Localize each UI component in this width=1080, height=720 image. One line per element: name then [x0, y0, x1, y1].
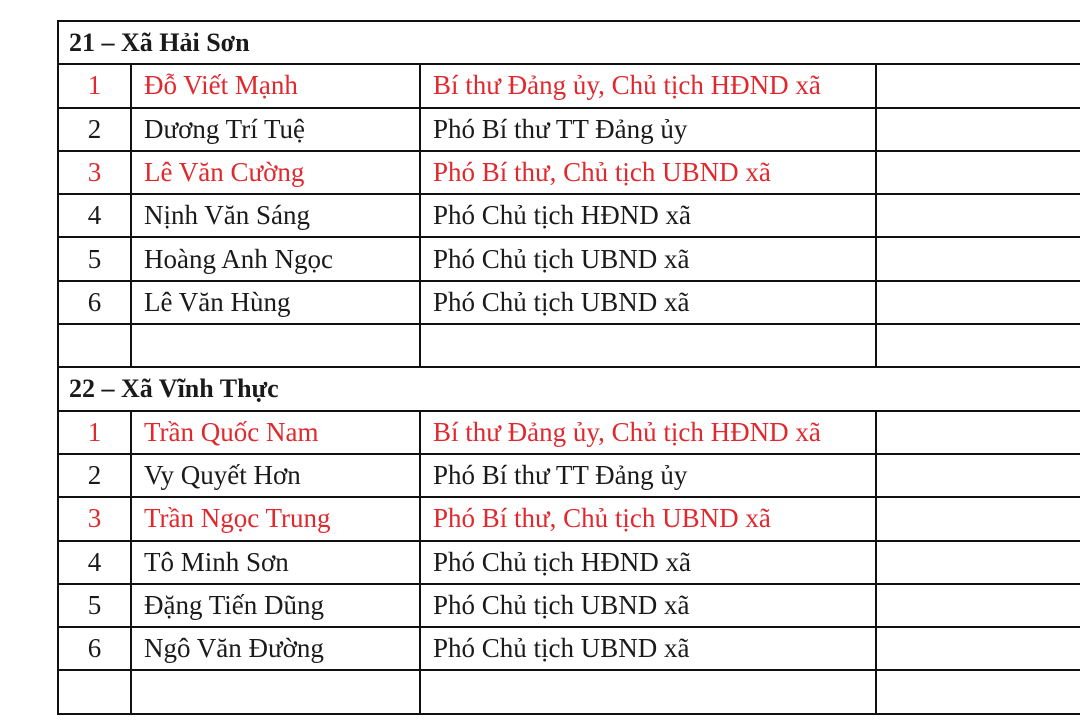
table-row [59, 238, 1080, 281]
person-name: Đỗ Viết Mạnh [132, 65, 421, 106]
row-number [59, 671, 132, 712]
table-row [59, 109, 1080, 152]
table-row [59, 195, 1080, 238]
person-role: Phó Chủ tịch UBND xã [421, 628, 877, 669]
table-row [59, 585, 1080, 628]
note-cell [877, 65, 1080, 106]
row-number: 1 [59, 65, 132, 106]
table-row-empty [59, 325, 1080, 368]
section-title: 21 – Xã Hải Sơn [69, 27, 250, 57]
officials-table [57, 20, 1080, 715]
table-row [59, 455, 1080, 498]
person-role: Phó Chủ tịch UBND xã [421, 282, 877, 323]
table-row [59, 628, 1080, 671]
person-name: Tô Minh Sơn [132, 542, 421, 583]
person-role: Phó Bí thư TT Đảng ủy [421, 109, 877, 150]
note-cell [877, 412, 1080, 453]
section-header [59, 368, 1080, 411]
person-name: Đặng Tiến Dũng [132, 585, 421, 626]
person-name: Trần Ngọc Trung [132, 498, 421, 539]
row-number: 2 [59, 455, 132, 496]
note-cell [877, 542, 1080, 583]
person-name: Hoàng Anh Ngọc [132, 238, 421, 279]
person-role: Bí thư Đảng ủy, Chủ tịch HĐND xã [421, 65, 877, 106]
person-role: Phó Chủ tịch HĐND xã [421, 542, 877, 583]
row-number: 1 [59, 412, 132, 453]
row-number: 4 [59, 195, 132, 236]
table-row [59, 542, 1080, 585]
person-name [132, 325, 421, 366]
note-cell [877, 628, 1080, 669]
person-role [421, 325, 877, 366]
section-title: 22 – Xã Vĩnh Thực [69, 374, 279, 404]
note-cell [877, 325, 1080, 366]
note-cell [877, 282, 1080, 323]
person-name [132, 671, 421, 712]
note-cell [877, 585, 1080, 626]
person-name: Dương Trí Tuệ [132, 109, 421, 150]
person-name: Nịnh Văn Sáng [132, 195, 421, 236]
note-cell [877, 238, 1080, 279]
table-row [59, 412, 1080, 455]
table-row [59, 498, 1080, 541]
row-number: 2 [59, 109, 132, 150]
row-number: 6 [59, 628, 132, 669]
row-number: 4 [59, 542, 132, 583]
row-number: 3 [59, 498, 132, 539]
note-cell [877, 152, 1080, 193]
row-number [59, 325, 132, 366]
row-number: 5 [59, 585, 132, 626]
note-cell [877, 195, 1080, 236]
note-cell [877, 498, 1080, 539]
person-role: Phó Chủ tịch UBND xã [421, 238, 877, 279]
table-row [59, 65, 1080, 108]
table-row-empty [59, 671, 1080, 714]
person-name: Lê Văn Cường [132, 152, 421, 193]
person-role: Phó Chủ tịch UBND xã [421, 585, 877, 626]
note-cell [877, 109, 1080, 150]
person-role: Phó Chủ tịch HĐND xã [421, 195, 877, 236]
section-header [59, 22, 1080, 65]
table-row [59, 282, 1080, 325]
row-number: 6 [59, 282, 132, 323]
person-role: Phó Bí thư TT Đảng ủy [421, 455, 877, 496]
person-name: Lê Văn Hùng [132, 282, 421, 323]
person-name: Vy Quyết Hơn [132, 455, 421, 496]
table-row [59, 152, 1080, 195]
person-role: Phó Bí thư, Chủ tịch UBND xã [421, 498, 877, 539]
person-role: Bí thư Đảng ủy, Chủ tịch HĐND xã [421, 412, 877, 453]
note-cell [877, 455, 1080, 496]
row-number: 3 [59, 152, 132, 193]
person-role: Phó Bí thư, Chủ tịch UBND xã [421, 152, 877, 193]
note-cell [877, 671, 1080, 712]
person-name: Trần Quốc Nam [132, 412, 421, 453]
person-name: Ngô Văn Đường [132, 628, 421, 669]
person-role [421, 671, 877, 712]
row-number: 5 [59, 238, 132, 279]
